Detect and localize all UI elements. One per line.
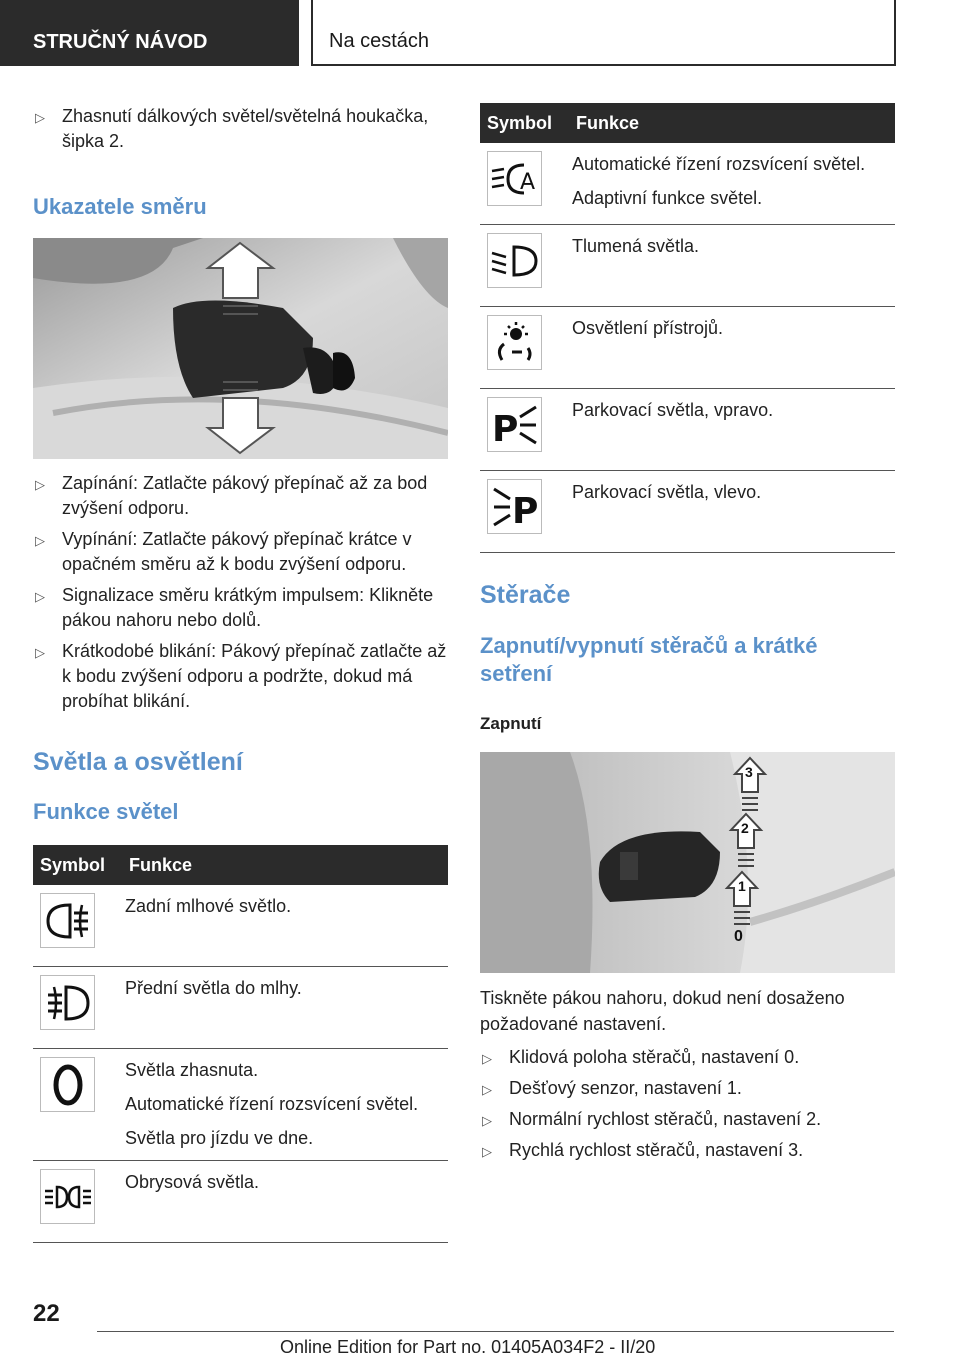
wiper-figure-label-0: 0 (734, 928, 743, 945)
list-item: ▷ Signalizace směru krátkým impulsem: Klikněte pákou nahoru nebo dolů. (35, 585, 434, 630)
chapter-tab[interactable]: Na cestách (311, 0, 896, 66)
low-beam-icon (487, 233, 542, 288)
page-number: 22 (33, 1300, 60, 1327)
row-function-text: Parkovací světla, vlevo. (572, 482, 762, 502)
triangle-bullet-icon: ▷ (482, 1113, 492, 1128)
wiper-figure-label-2: 2 (741, 820, 749, 836)
table-row (33, 1161, 448, 1243)
list-item: ▷ Dešťový senzor, nastavení 1. (480, 1076, 895, 1101)
parking-light-left-icon (487, 479, 542, 534)
triangle-bullet-icon: ▷ (35, 533, 45, 548)
rear-fog-light-icon (40, 893, 95, 948)
footer-divider (97, 1331, 894, 1332)
section-title-turn-signals: Ukazatele směru (33, 194, 207, 219)
column-header-symbol: Symbol (480, 103, 572, 143)
table-row (480, 389, 895, 471)
wiper-settings-list (480, 1045, 895, 1163)
triangle-bullet-icon: ▷ (482, 1082, 492, 1097)
row-function-text: Automatické řízení rozsvícení světel. (125, 1094, 419, 1114)
list-item: ▷ Zhasnutí dálkových světel/světelná houkačka, šipka 2. (35, 106, 429, 151)
subsection-title-wipers-on-off: Zapnutí/vypnutí stěračů a krátké setření (480, 633, 818, 686)
row-function-text: Přední světla do mlhy. (125, 978, 302, 998)
section-title-lights: Světla a osvětlení (33, 748, 243, 776)
list-item: ▷ Klidová poloha stěračů, nastavení 0. (480, 1045, 895, 1070)
row-function-text: Adaptivní funkce světel. (572, 188, 763, 208)
subsection-title-light-functions: Funkce světel (33, 799, 179, 824)
triangle-bullet-icon: ▷ (482, 1144, 492, 1159)
turn-signal-lever-photo (33, 238, 448, 459)
side-lights-icon (40, 1169, 95, 1224)
column-header-function: Funkce (125, 845, 448, 885)
svg-text:P: P (511, 490, 538, 529)
heading-on: Zapnutí (480, 714, 542, 733)
table-row (33, 885, 448, 967)
row-function-text: Tlumená světla. (572, 236, 700, 256)
parking-light-right-icon (487, 397, 542, 452)
front-fog-light-icon (40, 975, 95, 1030)
table-row (480, 225, 895, 307)
row-function-text: Automatické řízení rozsvícení světel. (572, 154, 866, 174)
section-tab[interactable]: STRUČNÝ NÁVOD (0, 0, 299, 66)
triangle-bullet-icon: ▷ (35, 477, 45, 492)
triangle-bullet-icon: ▷ (482, 1051, 492, 1066)
table-row (480, 143, 895, 225)
row-function-text: Světla pro jízdu ve dne. (125, 1128, 314, 1148)
wiper-figure-label-1: 1 (738, 878, 746, 894)
svg-text:P: P (491, 408, 518, 447)
wiper-figure-label-3: 3 (745, 764, 753, 780)
left-column (33, 100, 448, 1243)
row-function-text: Obrysová světla. (125, 1172, 260, 1192)
column-header-function: Funkce (572, 103, 895, 143)
row-function-text: Zadní mlhové světlo. (125, 896, 292, 916)
light-functions-table-continued (480, 103, 895, 553)
list-item: ▷ Normální rychlost stěračů, nastavení 2. (480, 1107, 895, 1132)
list-item: ▷ Krátkodobé blikání: Pákový přepínač zatlačte až k bodu zvýšení odporu a podržte, dokud má probíhat blikání. (35, 641, 447, 711)
turn-signal-list (33, 471, 448, 714)
right-column (480, 103, 895, 1169)
light-functions-table (33, 845, 448, 1243)
wiper-instruction: Tiskněte pákou nahoru, dokud není dosaženo požadované nastavení. (480, 988, 845, 1034)
list-item: ▷ Zapínání: Zatlačte pákový přepínač až za bod zvýšení odporu. (35, 473, 428, 518)
table-row (33, 967, 448, 1049)
row-function-text: Parkovací světla, vpravo. (572, 400, 774, 420)
lights-off-zero-icon (40, 1057, 95, 1112)
triangle-bullet-icon: ▷ (35, 589, 45, 604)
svg-text:A: A (519, 169, 535, 195)
table-row (33, 1049, 448, 1161)
wiper-lever-photo (480, 752, 895, 973)
triangle-bullet-icon: ▷ (35, 110, 45, 125)
triangle-bullet-icon: ▷ (35, 645, 45, 660)
table-row (480, 307, 895, 389)
list-item: ▷ Vypínání: Zatlačte pákový přepínač krátce v opačném směru až k bodu zvýšení odporu. (35, 529, 412, 574)
table-row (480, 471, 895, 553)
auto-headlight-icon (487, 151, 542, 206)
row-function-text: Světla zhasnuta. (125, 1060, 259, 1080)
instrument-lighting-icon (487, 315, 542, 370)
intro-list (33, 104, 448, 154)
page-header (0, 0, 960, 66)
list-item: ▷ Rychlá rychlost stěračů, nastavení 3. (480, 1138, 895, 1163)
section-title-wipers: Stěrače (480, 581, 571, 609)
column-header-symbol: Symbol (33, 845, 125, 885)
row-function-text: Osvětlení přístrojů. (572, 318, 724, 338)
edition-note[interactable]: Online Edition for Part no. 01405A034F2 - II/20 (280, 1337, 656, 1357)
